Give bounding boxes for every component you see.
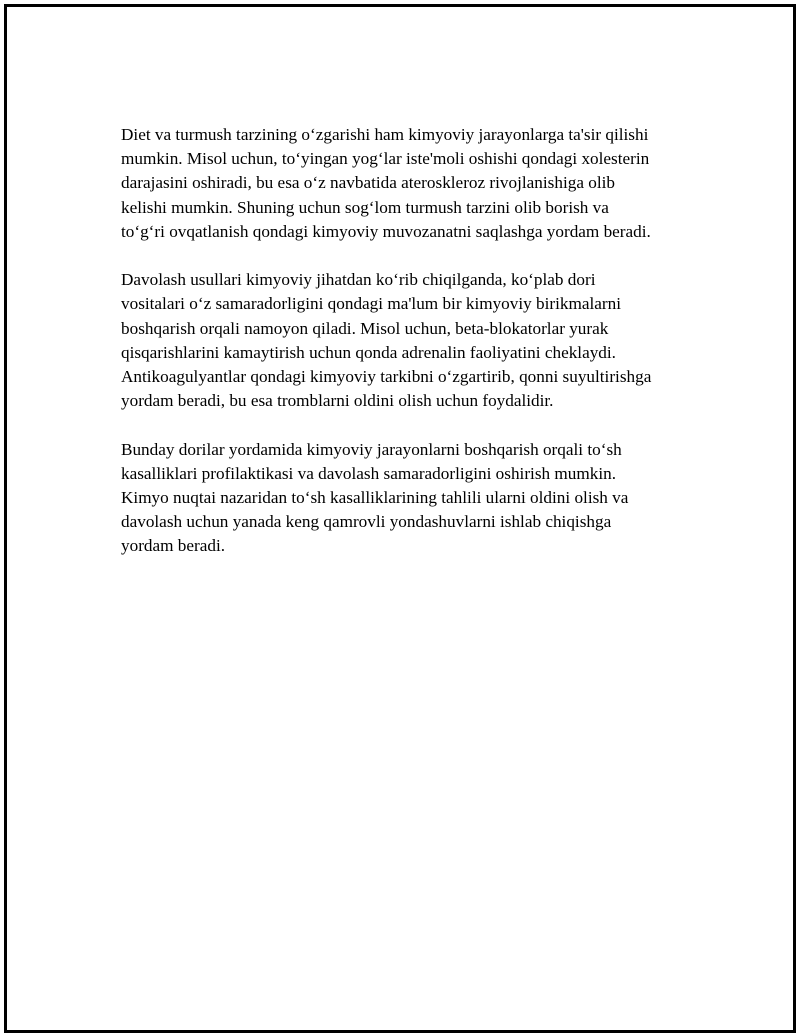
paragraph-line: darajasini oshiradi, bu esa o‘z navbatida ateroskleroz rivojlanishiga olib	[121, 173, 615, 193]
paragraph-line: kasalliklari profilaktikasi va davolash samaradorligini oshirish mumkin.	[121, 463, 616, 483]
paragraph-line: vositalari o‘z samaradorligini qondagi ma'lum bir kimyoviy birikmalarni	[121, 294, 621, 314]
document-body	[121, 123, 701, 583]
paragraph-line: to‘g‘ri ovqatlanish qondagi kimyoviy muvozanatni saqlashga yordam beradi.	[121, 221, 651, 241]
paragraph-line: mumkin. Misol uchun, to‘yingan yog‘lar iste'moli oshishi qondagi xolesterin	[121, 149, 650, 169]
paragraph-line: Davolash usullari kimyoviy jihatdan ko‘rib chiqilganda, ko‘plab dori	[121, 270, 596, 290]
paragraph-conclusion	[121, 438, 701, 559]
paragraph-line: yordam beradi, bu esa tromblarni oldini olish uchun foydalidir.	[121, 391, 554, 411]
page-frame	[4, 4, 796, 1033]
paragraph-line: qisqarishlarini kamaytirish uchun qonda adrenalin faoliyatini cheklaydi.	[121, 342, 616, 362]
paragraph-line: Kimyo nuqtai nazaridan to‘sh kasalliklarining tahlili ularni oldini olish va	[121, 488, 629, 508]
paragraph-diet	[121, 123, 701, 244]
paragraph-line: davolash uchun yanada keng qamrovli yondashuvlarni ishlab chiqishga	[121, 512, 612, 532]
paragraph-line: boshqarish orqali namoyon qiladi. Misol uchun, beta-blokatorlar yurak	[121, 318, 609, 338]
paragraph-line: Antikoagulyantlar qondagi kimyoviy tarkibni o‘zgartirib, qonni suyultirishga	[121, 367, 652, 387]
paragraph-treatment	[121, 268, 701, 413]
paragraph-line: kelishi mumkin. Shuning uchun sog‘lom turmush tarzini olib borish va	[121, 197, 609, 217]
paragraph-line: yordam beradi.	[121, 536, 226, 556]
paragraph-line: Bunday dorilar yordamida kimyoviy jarayonlarni boshqarish orqali to‘sh	[121, 439, 622, 459]
paragraph-line: Diet va turmush tarzining o‘zgarishi ham kimyoviy jarayonlarga ta'sir qilishi	[121, 125, 649, 144]
